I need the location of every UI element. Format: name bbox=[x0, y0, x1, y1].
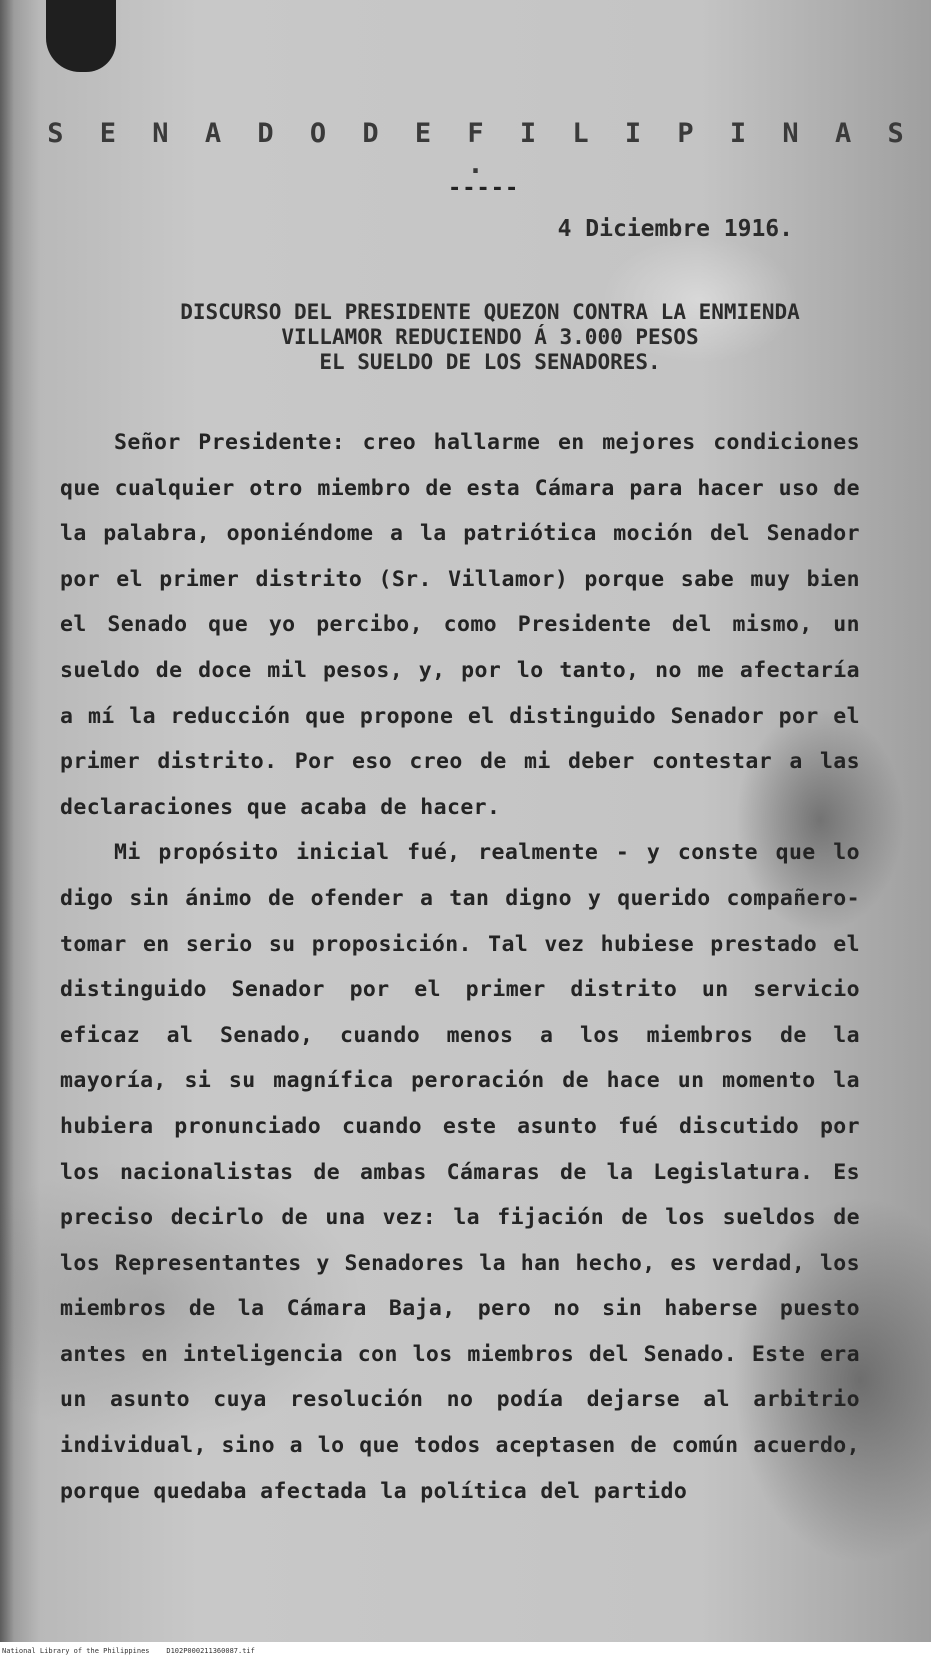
heading-rule: ----- bbox=[448, 176, 520, 201]
binder-hole-mark bbox=[46, 0, 116, 72]
page-edge-shadow bbox=[0, 0, 14, 1642]
title-line: DISCURSO DEL PRESIDENTE QUEZON CONTRA LA ENMIENDA bbox=[180, 300, 800, 324]
paragraph: Señor Presidente: creo hallarme en mejores condiciones que cualquier otro miembro de esta Cámara para hacer uso de la palabra, oponiéndome a la patriótica moción del Senador por el primer distrito (Sr. Villamor) porque sabe muy bien el Senado que yo percibo, como Presidente del mismo, un sueldo de doce mil pesos, y, por lo tanto, no me afectaría a mí la reducción que propone el distinguido Senador por el primer distrito. Por eso creo de mi deber contestar a las declaraciones que acaba de hacer. bbox=[60, 430, 860, 820]
speech-title bbox=[100, 300, 880, 375]
source-caption: National Library of the Philippines D102P000211360087.tif bbox=[2, 1647, 255, 1655]
speech-body bbox=[60, 420, 860, 1514]
document-heading: S E N A D O D E F I L I P I N A S . bbox=[47, 118, 914, 180]
title-line: VILLAMOR REDUCIENDO Á 3.000 PESOS bbox=[281, 325, 699, 349]
document-date: 4 Diciembre 1916. bbox=[557, 216, 793, 242]
paragraph: Mi propósito inicial fué, realmente - y conste que lo digo sin ánimo de ofender a tan digno y querido compañero-tomar en serio su proposición. Tal vez hubiese prestado el distinguido Senador por el primer distrito un servicio eficaz al Senado, cuando menos a los miembros de la mayoría, si su magnífica peroración de hace un momento la hubiera pronunciado cuando este asunto fué discutido por los nacionalistas de ambas Cámaras de la Legislatura. Es preciso decirlo de una vez: la fijación de los sueldos de los Representantes y Senadores la han hecho, es verdad, los miembros de la Cámara Baja, pero no sin haberse puesto antes en inteligencia con los miembros del Senado. Este era un asunto cuya resolución no podía dejarse al arbitrio individual, sino a lo que todos aceptasen de común acuerdo, porque quedaba afectada la política del partido bbox=[60, 840, 860, 1504]
title-line: EL SUELDO DE LOS SENADORES. bbox=[319, 350, 661, 374]
